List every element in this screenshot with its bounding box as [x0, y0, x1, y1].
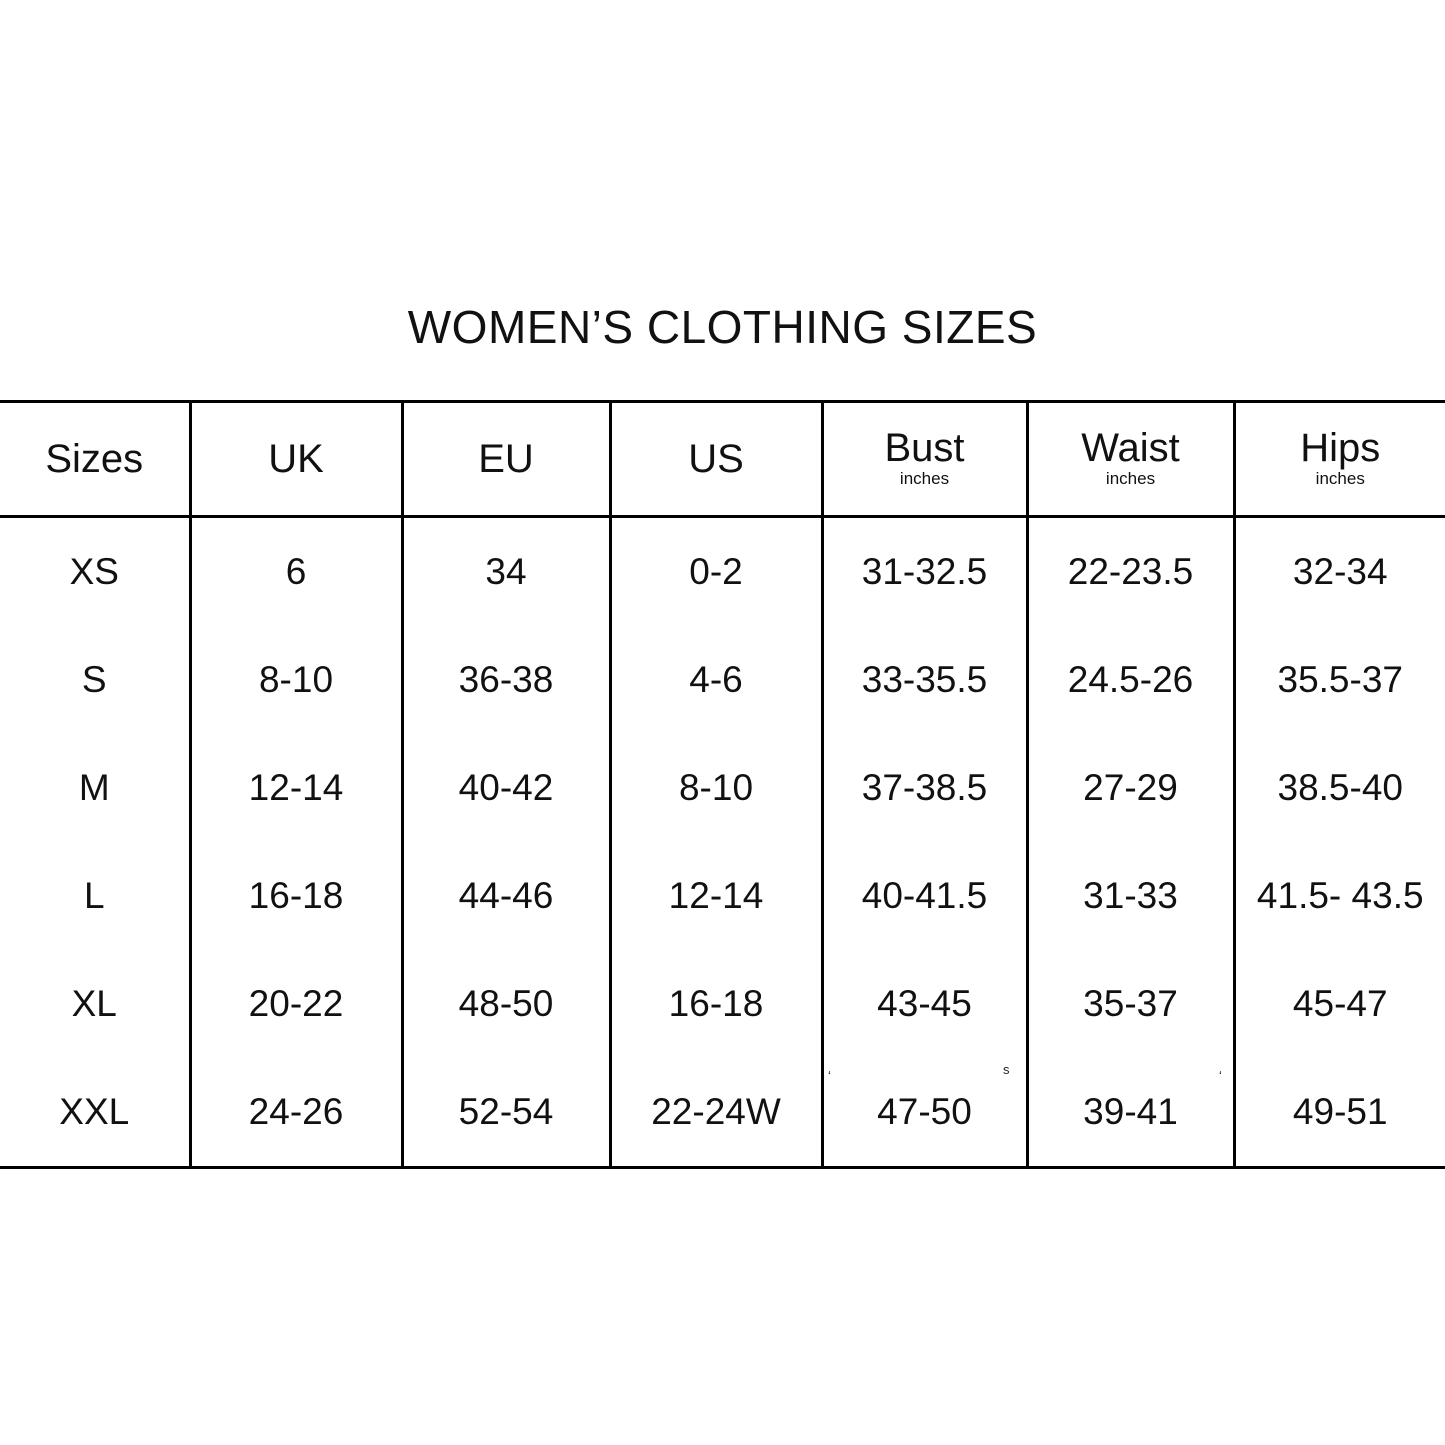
- cell-bust: 43-45: [822, 950, 1027, 1058]
- column-header-eu: [402, 402, 610, 517]
- cell-size: L: [0, 842, 190, 950]
- column-header-hips: [1234, 402, 1445, 517]
- cell-uk: 16-18: [190, 842, 402, 950]
- cell-waist: 31-33: [1027, 842, 1234, 950]
- cell-waist: 35-37: [1027, 950, 1234, 1058]
- column-header-waist-label: Waist: [1081, 426, 1180, 471]
- cell-size: S: [0, 626, 190, 734]
- column-header-eu-label: EU: [478, 437, 534, 481]
- table-header-row: [0, 402, 1445, 517]
- table-row: [0, 842, 1445, 950]
- cell-bust: 47-50: [822, 1058, 1027, 1168]
- cell-eu: 52-54: [402, 1058, 610, 1168]
- cell-uk: 6: [190, 517, 402, 627]
- table-row: [0, 734, 1445, 842]
- cell-hips: 45-47: [1234, 950, 1445, 1058]
- column-header-uk: [190, 402, 402, 517]
- stray-mark-a: ‘: [828, 1068, 831, 1083]
- stray-mark-c: ‘: [1219, 1068, 1222, 1083]
- cell-bust: 37-38.5: [822, 734, 1027, 842]
- cell-eu: 48-50: [402, 950, 610, 1058]
- cell-waist: 22-23.5: [1027, 517, 1234, 627]
- cell-waist: 24.5-26: [1027, 626, 1234, 734]
- cell-us: 22-24W: [610, 1058, 822, 1168]
- cell-hips: 49-51: [1234, 1058, 1445, 1168]
- column-header-bust: [822, 402, 1027, 517]
- table-header: [0, 402, 1445, 517]
- cell-size: XL: [0, 950, 190, 1058]
- cell-bust: 31-32.5: [822, 517, 1027, 627]
- cell-hips: 35.5-37: [1234, 626, 1445, 734]
- cell-eu: 44-46: [402, 842, 610, 950]
- cell-uk: 24-26: [190, 1058, 402, 1168]
- cell-size: M: [0, 734, 190, 842]
- column-header-waist: [1027, 402, 1234, 517]
- cell-uk: 8-10: [190, 626, 402, 734]
- cell-waist: 39-41: [1027, 1058, 1234, 1168]
- table-row: [0, 626, 1445, 734]
- cell-size: XXL: [0, 1058, 190, 1168]
- column-header-bust-unit: inches: [899, 469, 950, 489]
- cell-us: 8-10: [610, 734, 822, 842]
- table-body: [0, 517, 1445, 1168]
- column-header-uk-label: UK: [268, 437, 324, 481]
- table-row: [0, 950, 1445, 1058]
- column-header-bust-label: Bust: [884, 426, 965, 471]
- column-header-us-label: US: [688, 437, 744, 481]
- column-header-us: [610, 402, 822, 517]
- table-row: [0, 517, 1445, 627]
- cell-size: XS: [0, 517, 190, 627]
- cell-uk: 20-22: [190, 950, 402, 1058]
- cell-us: 12-14: [610, 842, 822, 950]
- cell-hips: 41.5- 43.5: [1234, 842, 1445, 950]
- womens-clothing-size-table: [0, 400, 1445, 1169]
- stray-mark-b: s: [1003, 1062, 1010, 1077]
- column-header-sizes-label: Sizes: [45, 437, 144, 481]
- column-header-hips-unit: inches: [1315, 469, 1365, 489]
- cell-eu: 34: [402, 517, 610, 627]
- size-table-container: [0, 400, 1445, 1169]
- cell-waist: 27-29: [1027, 734, 1234, 842]
- cell-hips: 38.5-40: [1234, 734, 1445, 842]
- cell-hips: 32-34: [1234, 517, 1445, 627]
- cell-eu: 36-38: [402, 626, 610, 734]
- cell-bust: 33-35.5: [822, 626, 1027, 734]
- cell-eu: 40-42: [402, 734, 610, 842]
- table-row: [0, 1058, 1445, 1168]
- page-title: WOMEN’S CLOTHING SIZES: [407, 301, 1038, 353]
- column-header-sizes: [0, 402, 190, 517]
- cell-uk: 12-14: [190, 734, 402, 842]
- cell-bust: 40-41.5: [822, 842, 1027, 950]
- column-header-waist-unit: inches: [1105, 469, 1156, 489]
- column-header-hips-label: Hips: [1300, 426, 1381, 471]
- cell-us: 4-6: [610, 626, 822, 734]
- cell-us: 0-2: [610, 517, 822, 627]
- cell-us: 16-18: [610, 950, 822, 1058]
